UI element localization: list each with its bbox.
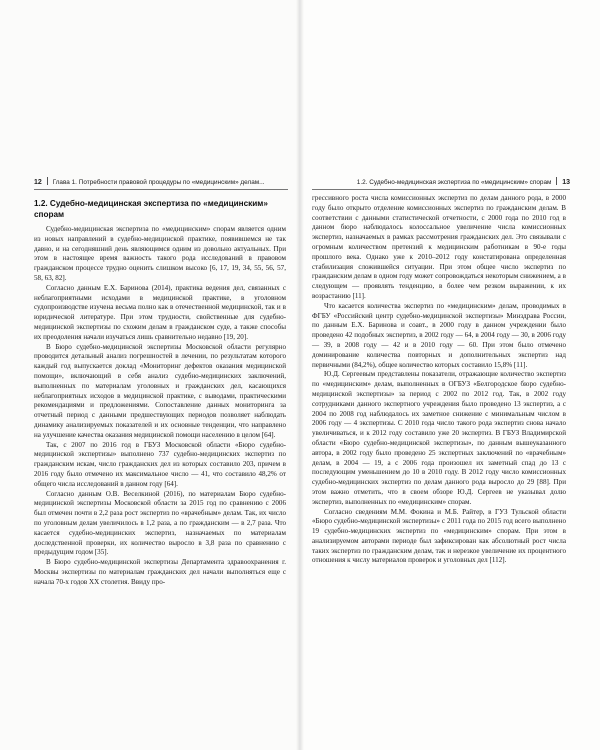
paragraph: Ю.Д. Сергеевым представлены показатели, отражающие количество экспертиз по «медицинским» делам, выполненных в ОГБУЗ «Белгородское бюро судебно-медицинской экспертизы» за период с 2002 по 2012 год. Так, в 2002 году сотрудниками данного экспертного учреждения было проведено 13 экспертиз, а с 2004 по 2008 год наблюдалось их заметное снижение с минимальным числом в 2006 году — 4 экспертизы. С 2010 года число такого рода экспертиз снова начало увеличиваться, и к 2012 году составило уже 20 экспертиз. В ГБУЗ Владимирской области «Бюро судебно-медицинской экспертизы», по данным вышеуказанного автора, в 2002 году было проведено 25 экспертных заключений по «врачебным» делам, в 2004 — 19, а с 2006 года произошел их заметный спад до 13 с последующим уменьшением до 10 в 2010 году. В 2012 году число комиссионных судебно-медицинских экспертиз по делам данного рода выросло до 29 [88]. При этом важно отметить, что в своем обзоре Ю.Д. Сергеев не указывал долю экспертиз, выполненных по «медицинским» спорам. bbox=[312, 370, 566, 506]
left-running-header bbox=[34, 177, 288, 190]
book-spine bbox=[296, 0, 304, 750]
left-page-number: 12 bbox=[34, 179, 42, 186]
header-divider bbox=[556, 177, 557, 185]
header-divider bbox=[47, 177, 48, 185]
right-page bbox=[300, 0, 600, 750]
paragraph: Согласно данным Е.Х. Бариновa (2014), практика ведения дел, связанных с неблагоприятными исходами в медицинской практике, в уголовном судопроизводстве изучена весьма полно как в отечественной медицинской, так и в юридической литературе. При этом трудности, свойственные для судебно-медицинской экспертизы по схожим делам в гражданском суде, а также способы их преодоления начали изучаться лишь сравнительно недавно [19, 20]. bbox=[34, 283, 286, 341]
left-body-text bbox=[34, 225, 286, 587]
paragraph: Согласно сведениям М.М. Фокина и М.Б. Райтер, в ГУЗ Тульской области «Бюро судебно-медицинской экспертизы» с 2011 года по 2015 год всего выполнено 19 судебно-медицинских экспертиз по «медицинским» спорам. При этом в анализируемом авторами периоде был зафиксирован как абсолютный рост числа таких экспертиз по гражданским делам, так и нерезкое увеличение их процентного отношения к числу материалов проверок и уголовных дел [112]. bbox=[312, 507, 566, 565]
paragraph: Согласно данным О.В. Веселкиной (2016), по материалам Бюро судебно-медицинской экспертизы Московской области за 2015 год по сравнению с 2006 был отмечен почти в 2,2 раза рост экспертиз по «врачебным» делам. Так, их число по уголовным делам увеличилось в 1,2 раза, а по гражданским — в 2,7 раза. Что касается судебно-медицинских экспертиз, назначаемых по материалам доследственной проверки, их количество выросло в 3,8 раза по сравнению с предыдущим годом [35]. bbox=[34, 489, 286, 557]
paragraph: грессивного роста числа комиссионных экспертиз по делам данного рода, в 2000 году было открыто отделение комиссионных экспертиз по гражданским делам. В соответствии с данными статистической отчетности, с 2000 года по 2010 год в данном бюро наблюдалось колоссальное увеличение числа комиссионных экспертиз, назначаемых в рамках рассмотрения гражданских дел. Это связывали с огромным количеством претензий к медицинским работникам в 90-е годы прошлого века. Однако уже к 2010–2012 году констатирована определенная стабилизация сложившейся ситуации. При этом общее число экспертиз по гражданским делам в одном году может сопровождаться некоторым снижением, а в следующем — проявлять тенденцию, в более чем резком выражении, к их возрастанию [11]. bbox=[312, 194, 566, 300]
paragraph: В Бюро судебно-медицинской экспертизы Московской области регулярно проводится детальный анализ погрешностей в лечении, по результатам которого каждый год выпускается доклад «Мониторинг дефектов оказания медицинской помощи», включающий в себя анализ судебно-медицинских заключений, выполненных по материалам уголовных и гражданских дел, касающихся неблагоприятных исходов в медицинской практике, с выводами, практическими рекомендациями и предложениями. Сопоставление данных мониторинга за отчетный период с данными предшествующих периодов позволяет наблюдать динамику анализируемых показателей и их основные тенденции, что направлено на улучшение качества оказания медицинской помощи населению в целом [64]. bbox=[34, 342, 286, 439]
right-running-header bbox=[312, 177, 570, 190]
paragraph: Так, с 2007 по 2016 год в ГБУЗ Московской области «Бюро судебно-медицинской экспертизы» выполнено 737 судебно-медицинских экспертиз по гражданским искам, число гражданских дел из которых составило 203, причем в 2016 году было отмечено их максимальное число — 41, что составило 48,2% от общего числа исследований в данном году [64]. bbox=[34, 440, 286, 488]
paragraph: В Бюро судебно-медицинской экспертизы Департамента здравоохранения г. Москвы экспертизы по материалам гражданских дел начали выполняться еще с начала 70-х годов XX столетия. Ввиду про- bbox=[34, 558, 286, 586]
right-page-number: 13 bbox=[562, 179, 570, 186]
paragraph: Что касается количества экспертиз по «медицинским» делам, проводимых в ФГБУ «Российский центр судебно-медицинской экспертизы» Минздрава России, по данным Е.Х. Баринова и соавт., в 2000 году в данном учреждении было проведено 42 подобных экспертиз, в 2002 году — 64, в 2004 году — 30, в 2006 году — 39, в 2008 году — 42 и в 2010 году — 60. При этом было отмечено доминирование количества повторных и дополнительных экспертиз над первичными (84,2%), общее количество которых составило 15,8% [11]. bbox=[312, 301, 566, 369]
right-body-text bbox=[312, 194, 566, 566]
right-header-title: 1.2. Судебно-медицинская экспертиза по «медицинским» спорам bbox=[356, 179, 552, 186]
section-title: 1.2. Судебно-медицинская экспертиза по «медицинским» спорам bbox=[34, 199, 268, 219]
paragraph: Судебно-медицинская экспертиза по «медицинским» спорам является одним из новых направлений в судебно-медицинской практике, появившемся не так давно, и на сегодняшний день являющимся одним из довольно актуальных. При этом в настоящее время важность такого рода исследований в правовом гражданском процессе трудно оценить слишком высоко [6, 17, 19, 34, 55, 56, 57, 58, 63, 82]. bbox=[34, 225, 286, 282]
left-header-title: Глава 1. Потребности правовой процедуры по «медицинским» делам... bbox=[52, 179, 265, 186]
